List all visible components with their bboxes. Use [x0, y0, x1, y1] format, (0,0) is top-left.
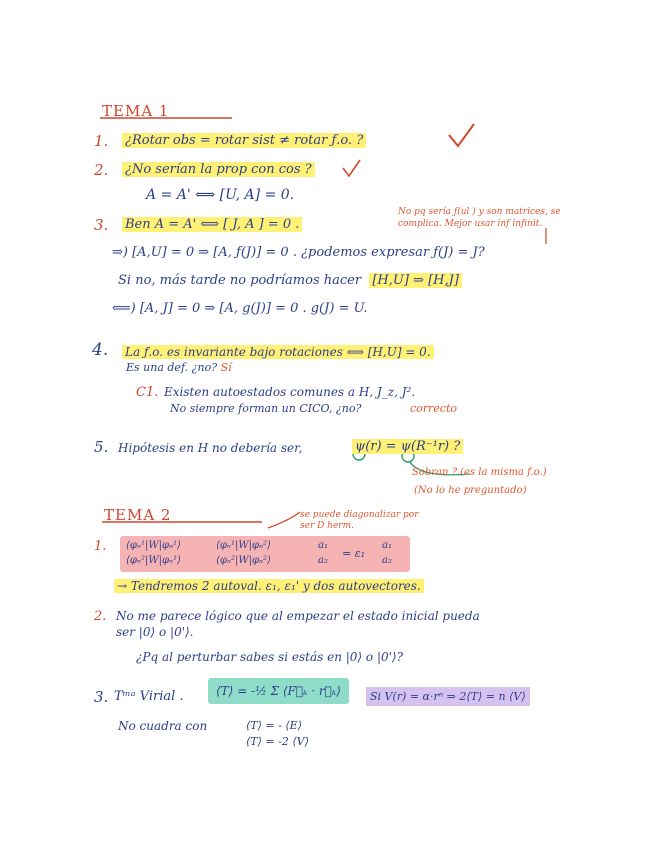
virial-condition: Si V(r) = α·rⁿ ⇒ 2⟨T⟩ = n ⟨V⟩	[366, 691, 530, 702]
item1-result: → Tendremos 2 autoval. ε₁, ε₁' y dos autovectores.	[114, 580, 424, 592]
item5-answer1: Sobran ? (es la misma f.o.)	[412, 467, 547, 478]
item-number: 5.	[94, 438, 109, 456]
tema2-note-arrow	[268, 512, 300, 528]
checkmark-icon	[449, 124, 474, 146]
virial-formula: ⟨T⟩ = -½ Σ ⟨F⃗ₖ · r⃗ₖ⟩	[208, 685, 349, 697]
item2-line1: No me parece lógico que al empezar el estado inicial pueda	[116, 609, 480, 623]
item-number: 3.	[94, 688, 109, 706]
item2-equation: A = A' ⟺ [U, A] = 0.	[146, 187, 295, 203]
item3-line2: ⇒) [A,U] = 0 ⇒ [A, ƒ(J)] = 0 . ¿podemos expresar ƒ(J) = J?	[112, 245, 485, 260]
item-number: 2.	[94, 609, 107, 624]
vector-a2: a₂	[318, 555, 328, 566]
item4-sub: Es una def. ¿no? Sí	[126, 361, 232, 374]
item2-text: ¿No serían la prop con cos ?	[122, 163, 315, 176]
matrix-m21: ⟨φₙ²|W|φₙ¹⟩	[126, 555, 181, 566]
virial-r2: ⟨T⟩ = -2 ⟨V⟩	[246, 735, 309, 748]
item-number: 3.	[94, 216, 109, 234]
matrix-eq: = ε₁	[342, 547, 366, 560]
virial-line2: No cuadra con	[118, 719, 208, 733]
matrix-m12: ⟨φₙ¹|W|φₙ²⟩	[216, 540, 271, 551]
vector-a2-rhs: a₂	[382, 555, 392, 566]
item1-text: ¿Rotar obs = rotar sist ≠ rotar ƒ.o. ?	[122, 134, 366, 147]
item-number: 1.	[94, 539, 107, 554]
matrix-m22: ⟨φₙ²|W|φₙ²⟩	[216, 555, 271, 566]
checkmark-small-icon	[343, 160, 360, 176]
item-number: 2.	[94, 161, 109, 179]
tema1-heading: TEMA 1	[102, 102, 170, 120]
virial-label: Tᵐᵃ Virial .	[114, 689, 184, 704]
tema2-heading: TEMA 2	[104, 506, 172, 524]
virial-r1: ⟨T⟩ = - ⟨E⟩	[246, 719, 302, 732]
vector-a1-rhs: a₁	[382, 540, 392, 551]
item4-text: La ƒ.o. es invariante bajo rotaciones ⟺ [H,U] = 0.	[122, 346, 434, 358]
item-number: 4.	[92, 340, 109, 360]
item-number: 1.	[94, 132, 109, 150]
item2-line2: ser |0⟩ o |0'⟩.	[116, 625, 194, 639]
item3-line4: ⟸) [A, J] = 0 ⇒ [A, g(J)] = 0 . g(J) = U.	[112, 301, 368, 316]
c1-answer: correcto	[410, 402, 458, 415]
c1-text: Existen autoestados comunes a H, J_z, J².	[164, 385, 416, 399]
item3-line3: Si no, más tarde no podríamos hacer [H,U] ⇒ [H,J]	[118, 274, 462, 287]
c1-label: C1.	[136, 385, 159, 400]
c1-text2: No siempre forman un CICO, ¿no?	[170, 402, 362, 415]
item2-bullet: ¿Pq al perturbar sabes si estás en |0⟩ o |0'⟩?	[136, 650, 404, 664]
tema2-note: se puede diagonalizar por ser D herm.	[300, 510, 419, 531]
item3-note: No pq sería ƒ(ul ) y son matrices, se complica. Mejor usar inf infinit.	[398, 207, 561, 230]
item5-equation: ψ(r) = ψ(R⁻¹r) ?	[352, 440, 463, 453]
item3-text: Ben A = A' ⟺ [ J, A ] = 0 .	[122, 218, 302, 231]
vector-a1: a₁	[318, 540, 328, 551]
item5-answer2: (No lo he preguntado)	[414, 485, 527, 496]
matrix-m11: ⟨φₙ¹|W|φₙ¹⟩	[126, 540, 181, 551]
item5-text: Hipótesis en H no debería ser,	[118, 441, 303, 455]
